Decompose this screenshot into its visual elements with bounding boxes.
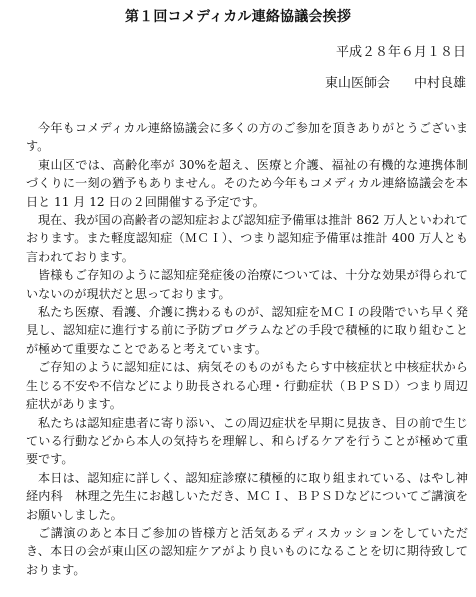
paragraph-early-detection: 私たち医療、看護、介護に携わるものが、認知症をＭＣＩの段階でいち早く発見し、認知症に進行する前に予防プログラムなどの手段で積極的に取り組むことが極めて重要なことであると考えています。 xyxy=(26,305,468,356)
document-body xyxy=(26,119,468,579)
author-name: 中村良雄 xyxy=(413,76,466,91)
paragraph-dementia-estimates: 現在、我が国の高齢者の認知症および認知症予備軍は推計 862 万人といわれております。また軽度認知症（ＭＣＩ）、つまり認知症予備軍は推計 400 万人とも言われております。 xyxy=(26,213,468,264)
paragraph-discussion: ご講演のあと本日ご参加の皆様方と活気あるディスカッションをしていただき、本日の会が東山区の認知症ケアがより良いものになることを切に期待致しております。 xyxy=(26,525,468,577)
document-date: 平成２８年６月１８日 xyxy=(335,45,466,60)
paragraph-treatment-status: 皆様もご存知のように認知症発症後の治療については、十分な効果が得られていないのが現状だと思っております。 xyxy=(26,268,468,301)
author-line xyxy=(325,72,466,91)
paragraph-higashiyama: 東山区では、高齢化率が 30%を超え、医療と介護、福祉の有機的な連携体制づくりに一刻の猶予もありません。そのため今年もコメディカル連絡協議会を本日と 11 月 12 日の２回開催する予定です。 xyxy=(26,157,468,209)
paragraph-lecture: 本日は、認知症に詳しく、認知症診療に積極的に取り組まれている、はやし神経内科 林理之先生にお越しいただき、ＭＣＩ、ＢＰＳＤなどについてご講演をお願いしました。 xyxy=(26,470,468,522)
document-title: 第１回コメディカル連絡協議会挨拶 xyxy=(124,9,352,25)
author-organization: 東山医師会 xyxy=(324,76,390,91)
paragraph-care: 私たちは認知症患者に寄り添い、この周辺症状を早期に見抜き、目の前で生じている行動などから本人の気持ちを理解し、和らげるケアを行うことが極めて重要です。 xyxy=(26,415,468,467)
paragraph-symptoms: ご存知のように認知症には、病気そのものがもたらす中核症状と中核症状から生じる不安や不信などにより助長される心理・行動症状（ＢＰＳＤ）つまり周辺症状があります。 xyxy=(26,360,468,412)
paragraph-thanks: 今年もコメディカル連絡協議会に多くの方のご参加を頂きありがとうございます。 xyxy=(26,121,468,154)
